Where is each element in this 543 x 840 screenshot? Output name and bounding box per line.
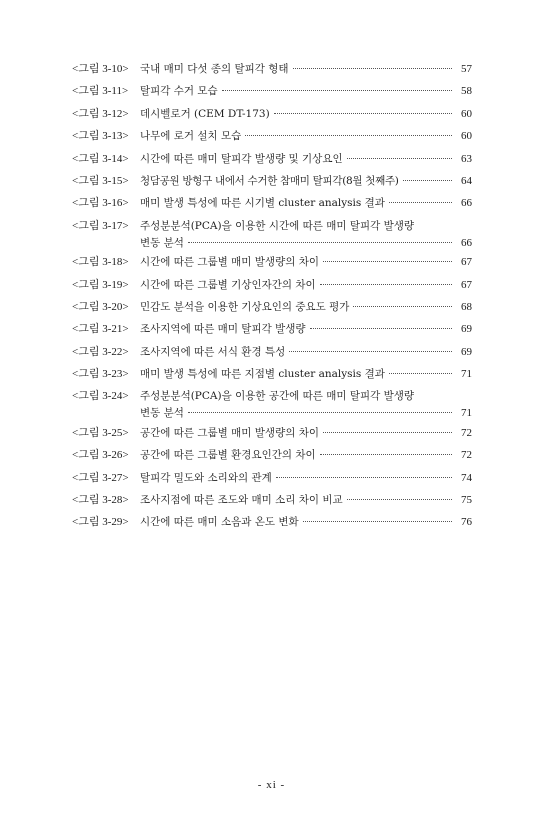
figure-number: <그림 3-21> [72,323,129,336]
dot-leader [276,477,452,478]
page-number: 60 [461,107,472,120]
toc-entry[interactable] [72,152,472,166]
figure-title: 시간에 따른 매미 소음과 온도 변화 [140,516,299,529]
figure-title: 탈피각 밀도와 소리와의 관계 [140,471,272,484]
dot-leader [347,499,452,500]
toc-entry[interactable] [72,219,472,250]
toc-entry[interactable] [72,367,472,381]
figure-title: 민감도 분석을 이용한 기상요인의 중요도 평가 [140,300,350,313]
figure-title: 조사지역에 따른 매미 탈피각 발생량 [140,323,306,336]
dot-leader [323,432,452,433]
figure-title: 시간에 따른 그룹별 기상인자간의 차이 [140,278,316,291]
figure-number: <그림 3-11> [72,85,129,98]
dot-leader [293,68,452,69]
figure-number: <그림 3-12> [72,107,129,120]
dot-leader [310,328,453,329]
figure-number: <그림 3-10> [72,63,129,75]
figure-title: 조사지점에 따른 조도와 매미 소리 차이 비교 [140,494,343,507]
page-number: 57 [461,63,472,75]
page-number: 71 [461,368,472,381]
toc-entry[interactable] [72,196,472,210]
page-number: 72 [461,449,472,462]
figure-number: <그림 3-15> [72,174,129,187]
figure-title: 공간에 따른 그룹별 매미 발생량의 차이 [140,426,319,439]
figure-number: <그림 3-29> [72,516,129,529]
figure-title: 시간에 따른 매미 탈피각 발생량 및 기상요인 [140,152,343,165]
dot-leader [245,135,452,136]
dot-leader [188,242,452,243]
figure-title: 청담공원 방형구 내에서 수거한 참매미 탈피각(8월 첫째주) [140,174,399,187]
figure-number: <그림 3-17> [72,219,129,232]
toc-entry[interactable] [72,493,472,507]
dot-leader [323,261,452,262]
page-number: 60 [461,130,472,143]
toc-entry[interactable] [72,448,472,462]
figure-title: 탈피각 수거 모습 [140,85,218,98]
figure-title: 국내 매미 다섯 종의 탈피각 형태 [140,63,289,75]
toc-entry[interactable] [72,389,472,420]
figure-number: <그림 3-23> [72,368,129,381]
figure-number: <그림 3-26> [72,449,129,462]
figure-number: <그림 3-28> [72,494,129,507]
figure-title: 매미 발생 특성에 따른 지점별 cluster analysis 결과 [140,368,385,381]
figure-number: <그림 3-22> [72,345,129,358]
toc-entry[interactable] [72,426,472,440]
page-number: 76 [461,516,472,529]
page-number: 63 [461,152,472,165]
dot-leader [347,158,452,159]
figure-number: <그림 3-14> [72,152,129,165]
figure-title: 매미 발생 특성에 따른 시기별 cluster analysis 결과 [140,197,385,210]
page-number: 69 [461,323,472,336]
list-of-figures [72,62,472,538]
figure-number: <그림 3-24> [72,390,129,403]
toc-entry[interactable] [72,84,472,98]
page-number: 74 [461,471,472,484]
toc-entry[interactable] [72,300,472,314]
figure-title-line1: 주성분분석(PCA)을 이용한 공간에 따른 매미 탈피각 발생량 [140,390,415,403]
figure-number: <그림 3-19> [72,278,129,291]
dot-leader [389,373,452,374]
page-number: 68 [461,300,472,313]
dot-leader [289,351,452,352]
toc-entry[interactable] [72,471,472,485]
figure-number: <그림 3-13> [72,130,129,143]
dot-leader [188,412,452,413]
toc-entry[interactable] [72,174,472,188]
figure-number: <그림 3-27> [72,471,129,484]
figure-title: 조사지역에 따른 서식 환경 특성 [140,345,286,358]
figure-number: <그림 3-20> [72,300,129,313]
dot-leader [403,180,452,181]
figure-number: <그림 3-25> [72,426,129,439]
figure-title-line2: 변동 분석 [140,407,184,420]
figure-title: 시간에 따른 그룹별 매미 발생량의 차이 [140,256,319,269]
figure-title: 나무에 로거 설치 모습 [140,130,242,143]
page-footer-number: - xi - [257,779,286,791]
toc-entry[interactable] [72,322,472,336]
toc-entry[interactable] [72,129,472,143]
toc-entry[interactable] [72,62,472,76]
page-number: 67 [461,278,472,291]
toc-entry[interactable] [72,345,472,359]
page-number: 64 [461,174,472,187]
figure-title: 공간에 따른 그룹별 환경요인간의 차이 [140,449,316,462]
page-number: 58 [461,85,472,98]
dot-leader [303,521,452,522]
page-number: 75 [461,494,472,507]
figure-number: <그림 3-18> [72,256,129,269]
figure-title-line2: 변동 분석 [140,236,184,249]
page-number: 71 [461,407,472,420]
figure-title: 데시벨로거 (CEM DT-173) [140,107,270,120]
figure-title-line1: 주성분분석(PCA)을 이용한 시간에 따른 매미 탈피각 발생량 [140,219,415,232]
figure-number: <그림 3-16> [72,197,129,210]
page-number: 69 [461,345,472,358]
toc-entry[interactable] [72,278,472,292]
toc-entry[interactable] [72,255,472,269]
dot-leader [222,90,452,91]
page-number: 66 [461,197,472,210]
toc-entry[interactable] [72,515,472,529]
dot-leader [389,202,452,203]
dot-leader [320,284,452,285]
page-number: 67 [461,256,472,269]
dot-leader [274,113,452,114]
dot-leader [353,306,452,307]
dot-leader [320,454,452,455]
page-number: 72 [461,426,472,439]
toc-entry[interactable] [72,107,472,121]
page-number: 66 [461,236,472,249]
